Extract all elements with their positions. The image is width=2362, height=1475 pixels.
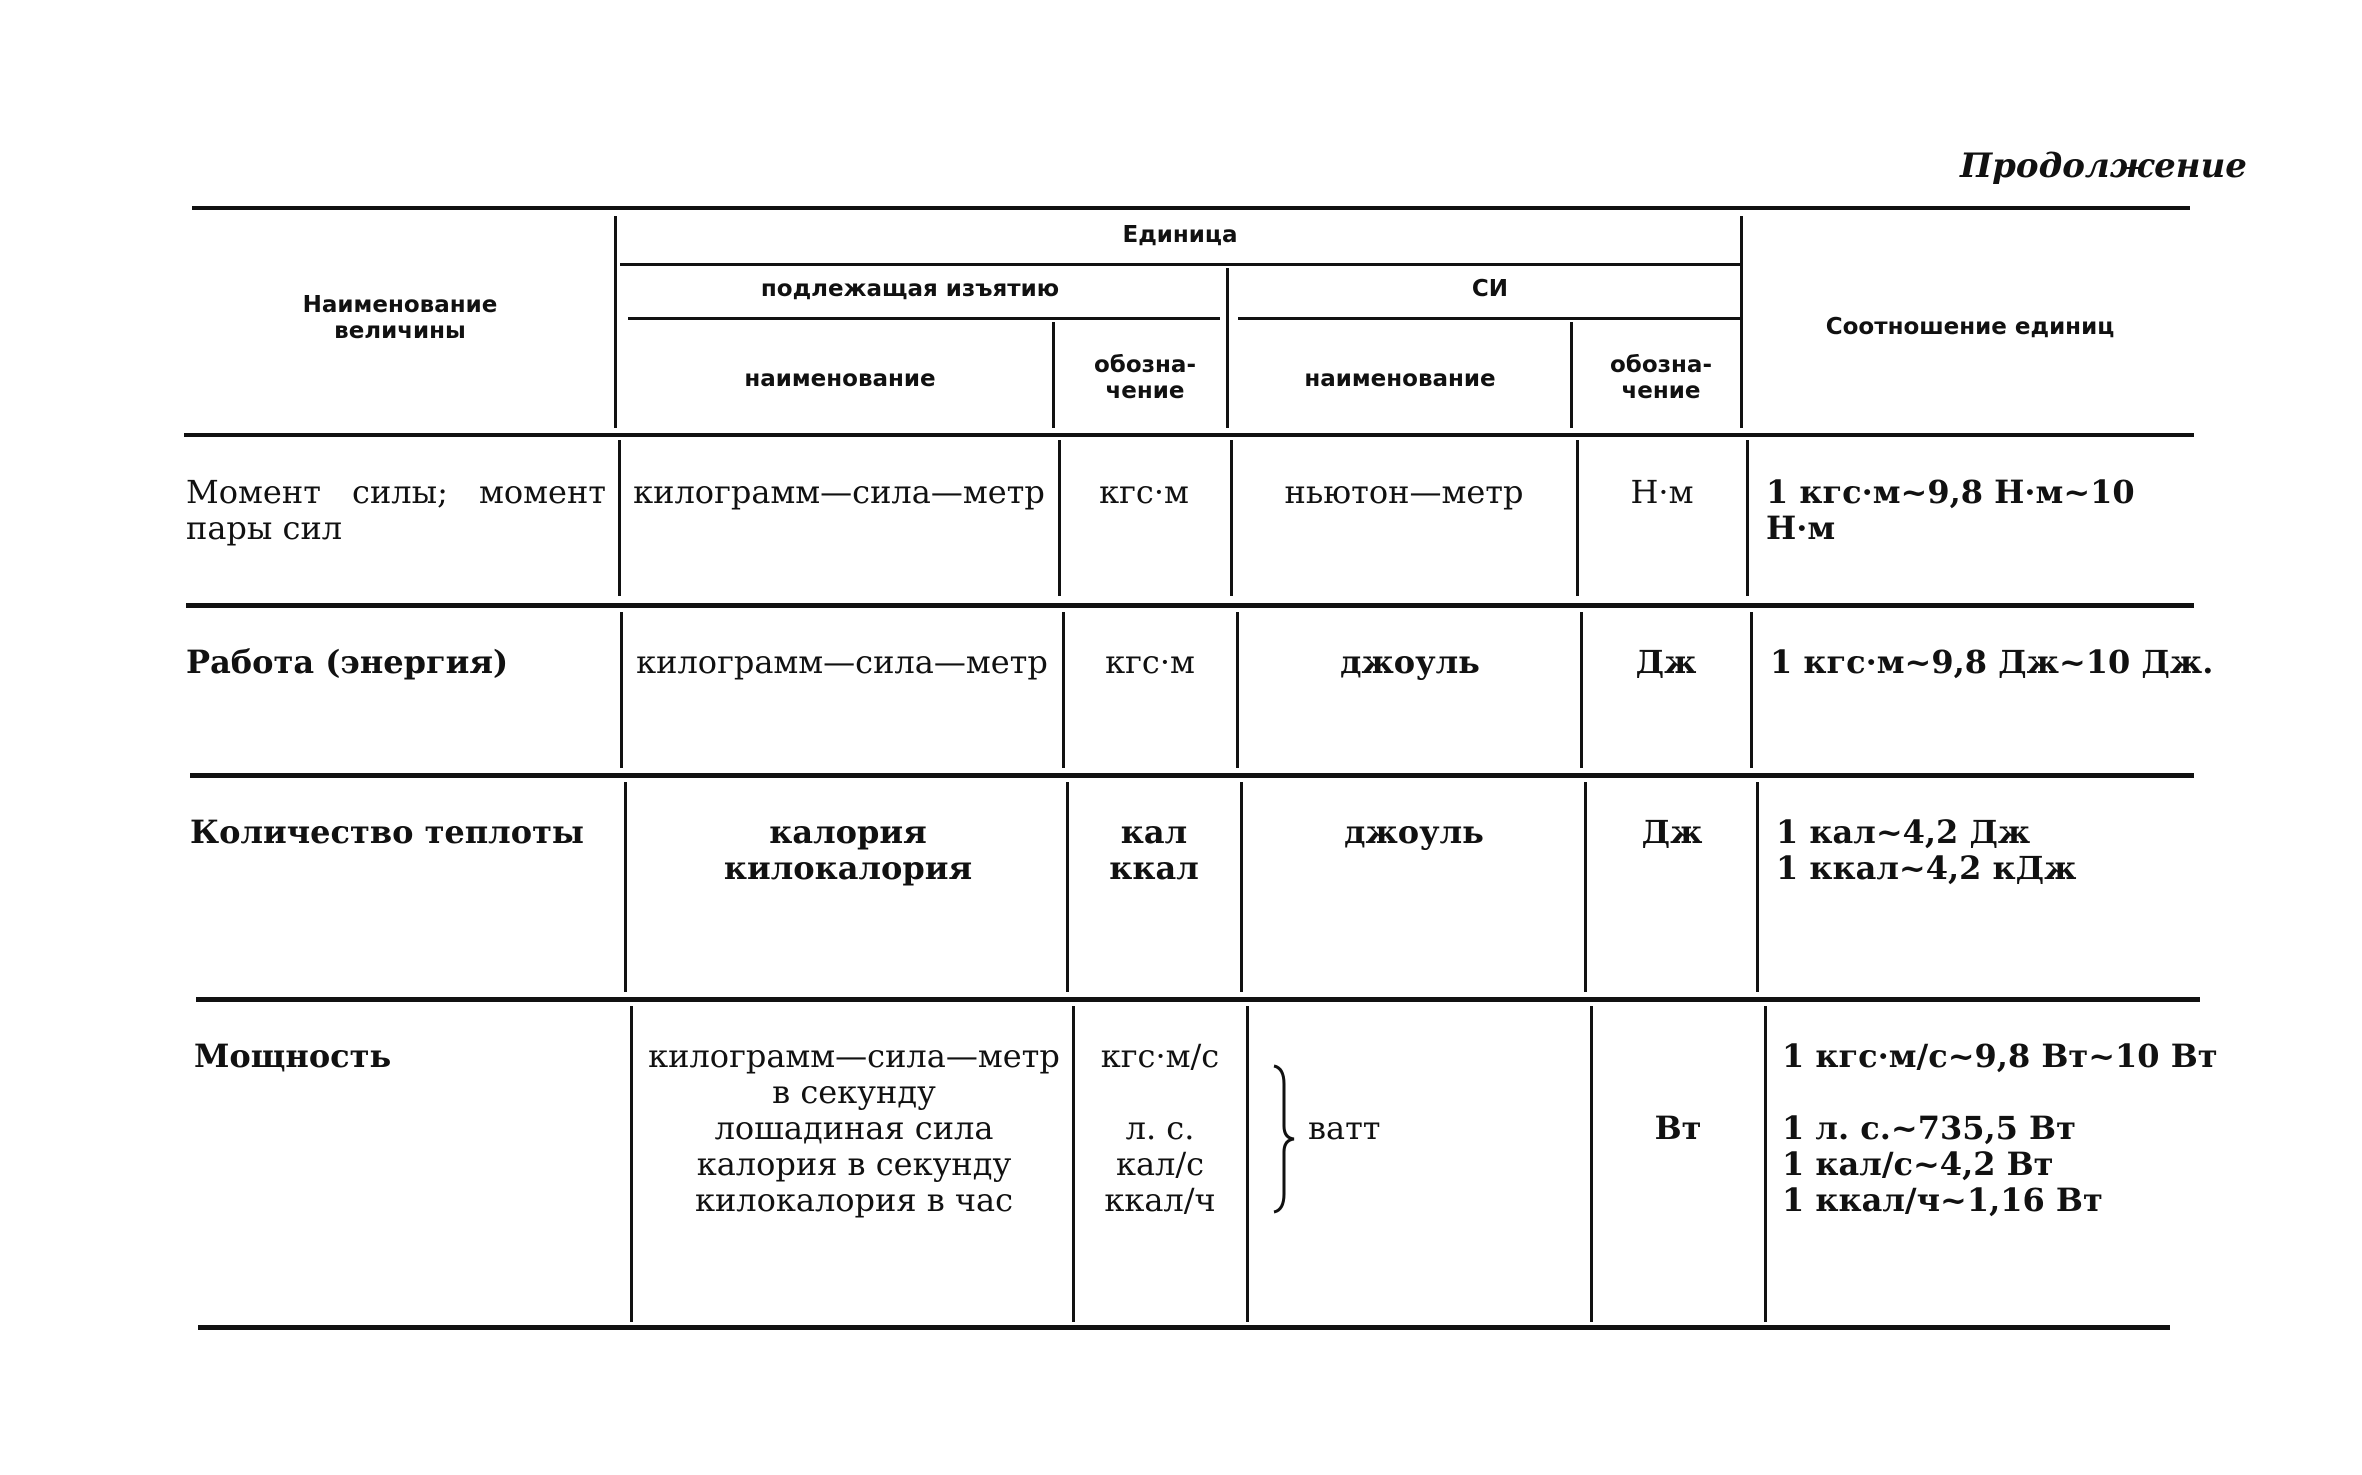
row3-si-name: джоуль: [1344, 813, 1484, 851]
row2-ratio: 1 кгс·м~9,8 Дж~10 Дж.: [1770, 643, 2214, 681]
row4-quantity: Мощность: [194, 1037, 392, 1075]
row4-old-name-5: килокалория в час: [694, 1181, 1014, 1219]
row-vline: [630, 1006, 633, 1322]
header-vline-1: [614, 216, 617, 428]
row-vline: [1590, 1006, 1593, 1322]
header-name-withdrawn: наименование: [744, 366, 936, 392]
row-rule-3: [196, 997, 2200, 1002]
row3-quantity: Количество теплоты: [190, 813, 584, 851]
row2-si-symbol: Дж: [1635, 643, 1697, 681]
row1-quantity: Момент силы; момент пары сил: [186, 473, 606, 547]
row-vline: [1246, 1006, 1249, 1322]
subgroup-rule-right: [1238, 317, 1742, 320]
continuation-label: Продолжение: [1960, 146, 2247, 186]
row-vline: [1062, 612, 1065, 768]
row4-old-symbol-5: ккал/ч: [1104, 1181, 1216, 1219]
row3-old-name-1: калория: [769, 813, 927, 851]
header-withdrawn: подлежащая изъятию: [760, 276, 1060, 302]
table-top-rule: [192, 206, 2190, 210]
row3-si-symbol: Дж: [1641, 813, 1703, 851]
header-bottom-rule: [184, 433, 2194, 437]
row2-old-name: килограмм—сила—метр: [636, 643, 1048, 681]
header-vline-3: [1226, 268, 1229, 428]
row-vline: [1058, 440, 1061, 596]
table-bottom-rule: [198, 1325, 2170, 1330]
row2-old-symbol: кгс·м: [1105, 643, 1195, 681]
row4-si-name: ватт: [1308, 1109, 1381, 1147]
header-vline-4: [1570, 322, 1573, 428]
row3-ratio-2: 1 ккал~4,2 кДж: [1776, 849, 2077, 887]
header-vline-5: [1740, 216, 1743, 428]
header-name-si: наименование: [1304, 366, 1496, 392]
row-vline: [618, 440, 621, 596]
row1-old-symbol: кгс·м: [1099, 473, 1189, 511]
row1-ratio: 1 кгс·м~9,8 Н·м~10 Н·м: [1766, 473, 2135, 547]
row-vline: [620, 612, 623, 768]
row1-si-symbol: Н·м: [1630, 473, 1694, 511]
row4-ratio-3: 1 л. с.~735,5 Вт: [1782, 1109, 2076, 1147]
row-vline: [1746, 440, 1749, 596]
row-vline: [1230, 440, 1233, 596]
header-quantity-name: Наименование величины: [302, 292, 498, 344]
row4-ratio-1: 1 кгс·м/с~9,8 Вт~10 Вт: [1782, 1037, 2218, 1075]
row-vline: [1764, 1006, 1767, 1322]
row2-si-name: джоуль: [1340, 643, 1480, 681]
subgroup-rule-left: [628, 317, 1220, 320]
row-rule-2: [190, 773, 2194, 778]
row4-ratio-4: 1 кал/с~4,2 Вт: [1782, 1145, 2054, 1183]
row4-old-name-2: в секунду: [772, 1073, 936, 1111]
row-vline: [624, 782, 627, 992]
row3-ratio-1: 1 кал~4,2 Дж: [1776, 813, 2031, 851]
row4-old-symbol-3: л. с.: [1125, 1109, 1195, 1147]
row4-old-symbol-1: кгс·м/с: [1100, 1037, 1220, 1075]
header-vline-2: [1052, 322, 1055, 428]
row1-si-name: ньютон—метр: [1284, 473, 1524, 511]
row-vline: [1240, 782, 1243, 992]
row4-old-name-4: калория в секунду: [696, 1145, 1012, 1183]
row3-old-symbol-1: кал: [1120, 813, 1188, 851]
row2-quantity: Работа (энергия): [186, 643, 509, 681]
header-designation-withdrawn: обозна- чение: [1094, 352, 1196, 404]
header-ratio: Соотношение единиц: [1825, 314, 2115, 340]
row3-old-name-2: килокалория: [723, 849, 973, 887]
row-vline: [1750, 612, 1753, 768]
row4-old-symbol-4: кал/с: [1115, 1145, 1205, 1183]
row4-si-symbol: Вт: [1654, 1109, 1702, 1147]
row-vline: [1584, 782, 1587, 992]
row-vline: [1576, 440, 1579, 596]
row-vline: [1072, 1006, 1075, 1322]
header-designation-si: обозна- чение: [1610, 352, 1712, 404]
row-vline: [1066, 782, 1069, 992]
row4-old-name-3: лошадиная сила: [714, 1109, 994, 1147]
row4-old-name-1: килограмм—сила—метр: [648, 1037, 1060, 1075]
row-rule-1: [186, 603, 2194, 608]
row-vline: [1580, 612, 1583, 768]
row3-old-symbol-2: ккал: [1109, 849, 1199, 887]
unit-header-rule: [620, 263, 1742, 266]
header-si: СИ: [1471, 276, 1509, 302]
row-vline: [1236, 612, 1239, 768]
row4-ratio-5: 1 ккал/ч~1,16 Вт: [1782, 1181, 2103, 1219]
row1-old-name: килограмм—сила—метр: [633, 473, 1045, 511]
row-vline: [1756, 782, 1759, 992]
header-unit: Единица: [1122, 222, 1238, 248]
row4-brace-icon: [1268, 1064, 1298, 1214]
